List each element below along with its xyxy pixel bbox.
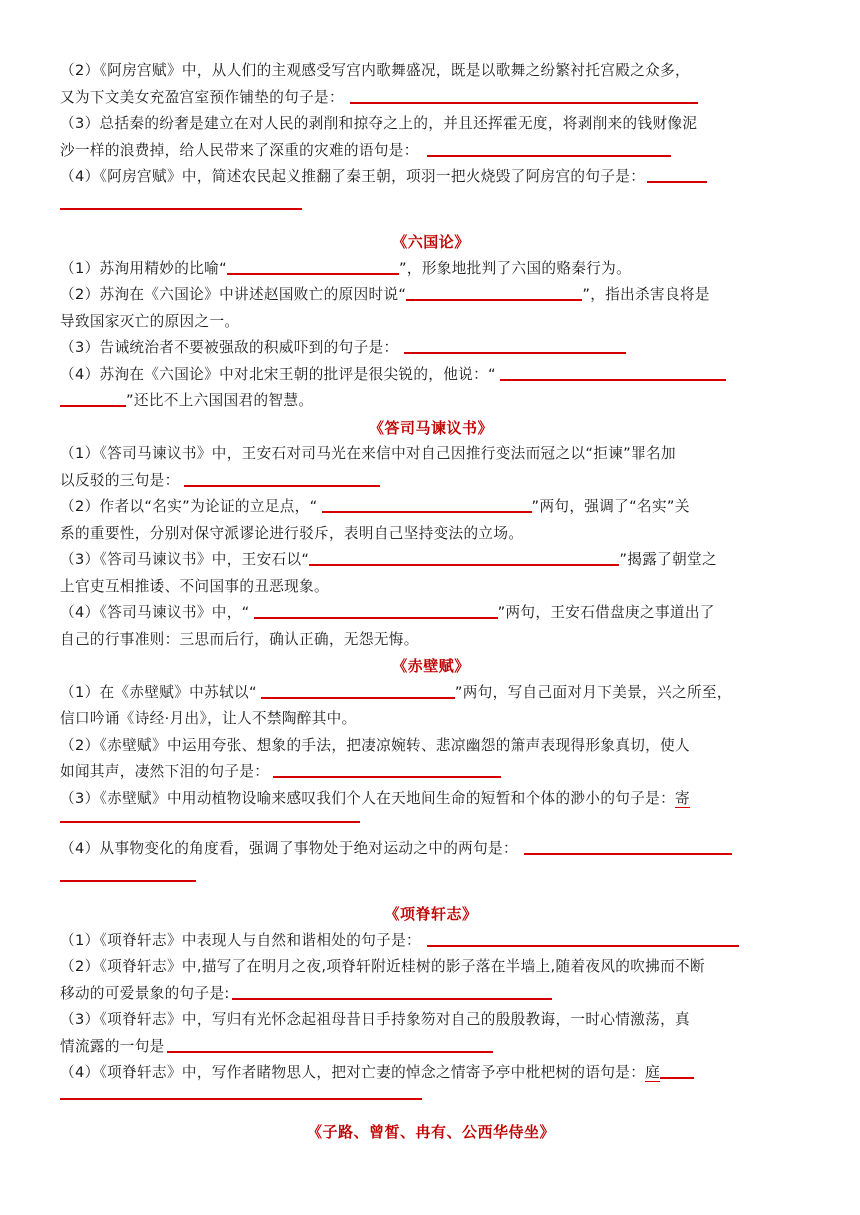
- question-liuguolun-1: （1）苏洵用精妙的比喻“ ”，形象地批判了六国的赂秦行为。: [60, 259, 632, 277]
- answer-blank[interactable]: [524, 852, 732, 855]
- answer-blank[interactable]: [261, 696, 455, 699]
- answer-blank[interactable]: [232, 997, 552, 1000]
- question-liuguolun-4: （4）苏洵在《六国论》中对北宋王朝的批评是很尖锐的，他说：“: [60, 362, 802, 389]
- answer-blank[interactable]: [254, 616, 498, 619]
- question-dasima-4: （4）《答司马谏议书》中，“ ”两句，王安石借盘庚之事道出了: [60, 604, 715, 621]
- answer-blank[interactable]: [427, 154, 671, 157]
- section-title: 《答司马谏议书》: [368, 418, 493, 437]
- answer-blank[interactable]: [309, 563, 619, 566]
- answer-blank[interactable]: [406, 298, 582, 301]
- question-xiangjixuan-1: （1）《项脊轩志》中表现人与自然和谐相处的句子是：: [60, 928, 802, 955]
- answer-blank[interactable]: [647, 180, 707, 183]
- question-chibifu-1: （1）在《赤壁赋》中苏轼以“ ”两句，写自己面对月下美景，兴之所至，: [60, 683, 732, 701]
- answer-blank[interactable]: [404, 351, 626, 354]
- worksheet-page: （2）《阿房宫赋》中，从人们的主观感受写宫内歌舞盛况，既是以歌舞之纷繁衬托宫殿之众多， 又为下文美女充盈宫室预作铺垫的句子是： （3）总括秦的纷奢是建立在对人民的剥削和掠夺之上的，并且还挥霍无度，将剥削来的钱财像泥 沙一样的浪费掉，给人民带来了深重的灾难的语句是： （4）《阿房宫赋》中，简述农民起义推翻了秦王朝，项羽一把火烧毁了阿房宫的句子是： 《六国论》 （1）苏洵用精妙的比喻“ ”，形象地批判了六国的赂秦行为。 （2）苏洵在《六国论》中讲述赵国败亡的原因时说“ ”，指出杀害良将是 导致国家灭亡的原因之一。 （3）告诫统治者不要被强敌的积威吓到的句子是： （4）苏洵在《六国论》中对北宋王朝的批评是很尖锐的，他说：“ ”还比不上六国国君的智慧。 《答司马谏议书》 （1）《答司马谏议书》中，王安石对司马光在来信中对自己因推行变法而冠之以“拒谏”罪名加 以反驳的三句是： （2）作者以“名实”为论证的立足点，“ ”两句，强调了“名实”关 系的重要性，分别对保守派谬论进行驳斥，表明自己坚持变法的立场。 （3）《答司马谏议书》中，王安石以“ ”揭露了朝堂之 上官吏互相推诿、不问国事的丑恶现象。 （4）《答司马谏议书》中，“ ”两句，王安石借盘庚之事道出了 自己的行事准则：三思而后行，确认正确，无怨无悔。 《赤壁赋》 （1）在《赤壁赋》中苏轼以“ ”两句，写自己面对月下美景，兴之所至， 信口吟诵《诗经·月出》，让人不禁陶醉其中。 （2）《赤壁赋》中运用夸张、想象的手法，把凄凉婉转、悲凉幽怨的箫声表现得形象真切，使人 如闻其声，凄然下泪的句子是： （3）《赤壁赋》中用动植物设喻来感叹我们个人在天地间生命的短暂和个体的渺小的句子是：寄 （4）从事物变化的角度看，强调了事物处于绝对运动之中的两句是： 《项脊轩志》 （1）《项脊轩志》中表现人与自然和谐相处的句子是： （2）《项脊轩志》中,描写了在明月之夜,项脊轩附近桂树的影子落在半墙上,随着夜风的吹拂而不断 移动的可爱景象的句子是: （3）《项脊轩志》中，写归有光怀念起祖母昔日手持象笏对自己的殷殷教诲，一时心情激荡，真 情流露的一句是 （4）《项脊轩志》中，写作者睹物思人，把对亡妻的悼念之情寄予亭中枇杷树的语句是：庭 《子路、曾皙、冉有、公西华侍坐》: [60, 58, 802, 1145]
- answer-blank[interactable]: [60, 1097, 422, 1100]
- answer-blank[interactable]: [660, 1076, 694, 1079]
- section-title: 《子路、曾皙、冉有、公西华侍坐》: [306, 1122, 555, 1141]
- question-afanggong-4: （4）《阿房宫赋》中，简述农民起义推翻了秦王朝，项羽一把火烧毁了阿房宫的句子是：: [60, 164, 802, 191]
- answer-blank[interactable]: [273, 775, 501, 778]
- answer-blank[interactable]: [322, 510, 532, 513]
- answer-blank[interactable]: [184, 484, 380, 487]
- question-xiangjixuan-3: （3）《项脊轩志》中，写归有光怀念起祖母昔日手持象笏对自己的殷殷教诲，一时心情激荡，真: [60, 1011, 690, 1028]
- question-chibifu-2: （2）《赤壁赋》中运用夸张、想象的手法，把凄凉婉转、悲凉幽怨的箫声表现得形象真切，使人: [60, 736, 690, 754]
- section-title: 《项脊轩志》: [384, 905, 478, 923]
- question-liuguolun-3: （3）告诫统治者不要被强敌的积威吓到的句子是：: [60, 335, 802, 362]
- question-chibifu-4: （4）从事物变化的角度看，强调了事物处于绝对运动之中的两句是：: [60, 836, 802, 863]
- question-dasima-3: （3）《答司马谏议书》中，王安石以“ ”揭露了朝堂之: [60, 551, 717, 568]
- answer-blank[interactable]: [427, 944, 739, 947]
- answer-blank[interactable]: [500, 378, 726, 381]
- answer-blank[interactable]: [350, 101, 698, 104]
- question-xiangjixuan-4: （4）《项脊轩志》中，写作者睹物思人，把对亡妻的悼念之情寄予亭中枇杷树的语句是：庭: [60, 1060, 802, 1087]
- answer-blank[interactable]: [60, 820, 360, 823]
- answer-blank[interactable]: [167, 1050, 493, 1053]
- question-afanggong-2: （2）《阿房宫赋》中，从人们的主观感受写宫内歌舞盛况，既是以歌舞之纷繁衬托宫殿之众多，: [60, 62, 690, 79]
- section-title: 《六国论》: [392, 233, 470, 251]
- question-dasima-2: （2）作者以“名实”为论证的立足点，“ ”两句，强调了“名实”关: [60, 498, 690, 515]
- section-title: 《赤壁赋》: [392, 657, 470, 675]
- answer-blank[interactable]: [60, 404, 126, 407]
- answer-blank[interactable]: [60, 879, 196, 882]
- answer-blank[interactable]: [227, 272, 399, 275]
- question-xiangjixuan-2: （2）《项脊轩志》中,描写了在明月之夜,项脊轩附近桂树的影子落在半墙上,随着夜风的吹拂而不断: [60, 958, 705, 975]
- question-chibifu-3: （3）《赤壁赋》中用动植物设喻来感叹我们个人在天地间生命的短暂和个体的渺小的句子是：寄: [60, 789, 690, 807]
- answer-blank[interactable]: [60, 207, 302, 210]
- question-dasima-1: （1）《答司马谏议书》中，王安石对司马光在来信中对自己因推行变法而冠之以“拒谏”罪名加: [60, 445, 676, 462]
- question-afanggong-3: （3）总括秦的纷奢是建立在对人民的剥削和掠夺之上的，并且还挥霍无度，将剥削来的钱财像泥: [60, 115, 698, 132]
- question-liuguolun-2: （2）苏洵在《六国论》中讲述赵国败亡的原因时说“ ”，指出杀害良将是: [60, 286, 710, 303]
